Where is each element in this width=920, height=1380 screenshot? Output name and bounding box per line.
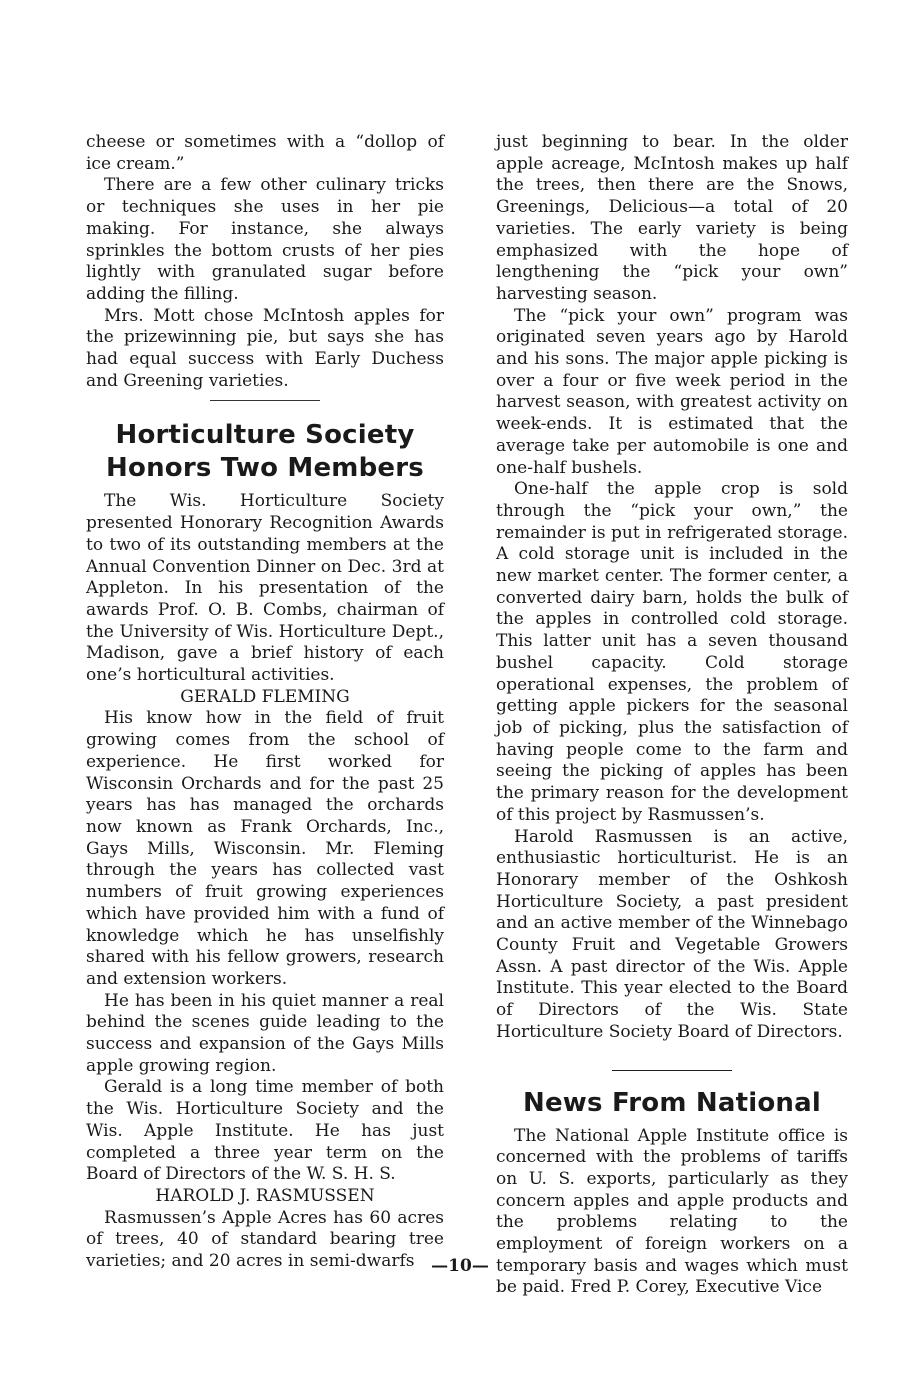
paragraph-rasmussen-acres: Rasmussen’s Apple Acres has 60 acres of trees, 40 of standard bearing tree varieties; and 20 acres in semi-dwarfs <box>86 1207 444 1272</box>
paragraph-fleming-guide: He has been in his quiet manner a real behind the scenes guide leading to the success and expansion of the Gays Mills apple growing region. <box>86 990 444 1076</box>
left-column <box>86 132 444 1273</box>
page-number: —10— <box>431 1256 489 1276</box>
headline-line-1: Horticulture Society <box>115 420 415 451</box>
headline-horticulture-society <box>86 419 444 485</box>
paragraph-pick-your-own: The “pick your own” program was originated seven years ago by Harold and his sons. The major apple picking is over a four or five week period in the harvest season, with greatest activity on week-ends. It is estimated that the average take per automobile is one and one-half bushels. <box>496 305 848 478</box>
paragraph-cold-storage: One-half the apple crop is sold through the “pick your own,” the remainder is put in refrigerated storage. A cold storage unit is included in the new market center. The former center, a converted dairy barn, holds the bulk of the apples in controlled cold storage. This latter unit has a seven thousand bushel capacity. Cold storage operational expenses, the problem of getting apple pickers for the seasonal job of picking, plus the satisfaction of having people come to the farm and seeing the picking of apples has been the primary reason for the development of this project by Rasmussen’s. <box>496 479 848 825</box>
paragraph-pie-dollop: cheese or sometimes with a “dollop of ice cream.” <box>86 132 444 174</box>
headline-line-2: Honors Two Members <box>106 453 424 484</box>
paragraph-harold-horticulturist: Harold Rasmussen is an active, enthusiastic horticulturist. He is an Honorary member of the Oshkosh Horticulture Society, a past president and an active member of the Winnebago County Fruit and Vegetable Growers Assn. A past director of the Wis. Apple Institute. This year elected to the Board of Directors of the Wis. State Horticulture Society Board of Directors. <box>496 826 848 1042</box>
section-divider <box>210 400 320 401</box>
paragraph-fleming-experience: His know how in the field of fruit growing comes from the school of experience. He first worked for Wisconsin Orchards and for the past 25 years has has managed the orchards now known as Frank Orchards, Inc., Gays Mills, Wisconsin. Mr. Fleming through the years has collected vast numbers of fruit growing experiences which have provided him with a fund of knowledge which he has unselfishly shared with his fellow growers, research and extension workers. <box>86 708 444 989</box>
paragraph-national-apple-institute: The National Apple Institute office is concerned with the problems of tariffs on U. S. exports, particularly as they concern apples and apple products and the problems relating to the employment of foreign workers on a temporary basis and wages which must be paid. Fred P. Corey, Executive Vice <box>496 1125 848 1298</box>
paragraph-culinary-tricks: There are a few other culinary tricks or techniques she uses in her pie making. For instance, she always sprinkles the bottom crusts of her pies lightly with granulated sugar before adding the filling. <box>86 175 444 304</box>
subhead-harold-rasmussen: HAROLD J. RASMUSSEN <box>155 1185 375 1206</box>
paragraph-mrs-mott: Mrs. Mott chose McIntosh apples for the prizewinning pie, but says she has had equal success with Early Duchess and Greening varieties. <box>86 305 444 391</box>
subhead-gerald-fleming: GERALD FLEMING <box>180 686 350 707</box>
right-column <box>496 132 848 1299</box>
headline-news-from-national: News From National <box>523 1087 821 1118</box>
paragraph-fleming-member: Gerald is a long time member of both the Wis. Horticulture Society and the Wis. Apple Institute. He has just completed a three year term on the Board of Directors of the W. S. H. S. <box>86 1077 444 1185</box>
paragraph-awards-intro: The Wis. Horticulture Society presented Honorary Recognition Awards to two of its outstanding members at the Annual Convention Dinner on Dec. 3rd at Appleton. In his presentation of the awards Prof. O. B. Combs, chairman of the University of Wis. Horticulture Dept., Madison, gave a brief history of each one’s horticultural activities. <box>86 491 444 686</box>
section-divider <box>612 1070 732 1071</box>
paragraph-semi-dwarfs: just beginning to bear. In the older apple acreage, McIntosh makes up half the trees, then there are the Snows, Greenings, Delicious—a total of 20 varieties. The early variety is being emphasized with the hope of lengthening the “pick your own” harvesting season. <box>496 132 848 304</box>
